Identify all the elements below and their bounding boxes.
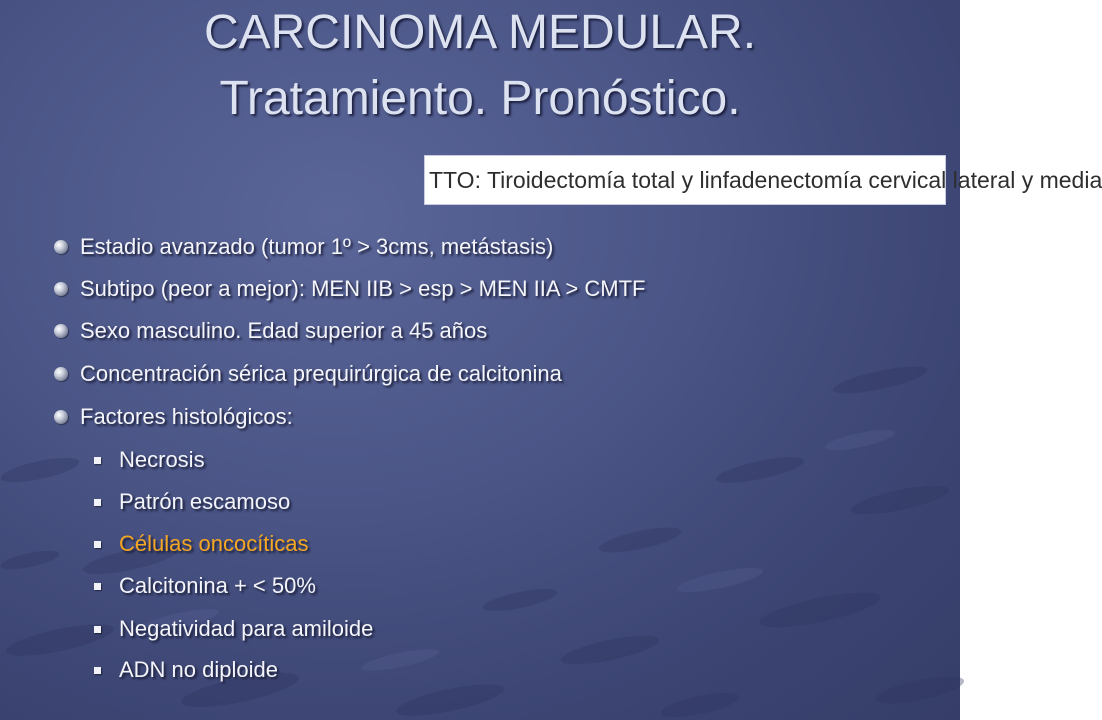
sub-bullet-text: ADN no diploide: [119, 657, 278, 682]
square-bullet-icon: [94, 626, 101, 633]
bullet-ball-icon: [54, 282, 68, 296]
bullet-item: [54, 273, 645, 305]
sub-bullet-text-highlighted: Células oncocíticas: [119, 531, 309, 556]
bullet-text: Factores histológicos:: [80, 404, 293, 429]
bullet-text: Estadio avanzado (tumor 1º > 3cms, metástasis): [80, 234, 554, 259]
bullet-text: Concentración sérica prequirúrgica de calcitonina: [80, 361, 562, 386]
sub-bullet-item: [94, 570, 316, 602]
bullet-text: Subtipo (peor a mejor): MEN IIB > esp > MEN IIA > CMTF: [80, 276, 646, 301]
bullet-item: [54, 315, 487, 347]
sub-bullet-text: Negatividad para amiloide: [119, 616, 374, 641]
bullet-item: [54, 401, 293, 433]
square-bullet-icon: [94, 667, 101, 674]
sub-bullet-text: Calcitonina + < 50%: [119, 573, 316, 598]
square-bullet-icon: [94, 541, 101, 548]
bullet-text: Sexo masculino. Edad superior a 45 años: [80, 318, 488, 343]
tto-text: TTO: Tiroidectomía total y linfadenectomía cervical lateral y media: [429, 167, 1102, 193]
bullet-ball-icon: [54, 410, 68, 424]
sub-bullet-item: [94, 444, 205, 476]
slide-title-line1: CARCINOMA MEDULAR.: [203, 6, 757, 59]
bullet-ball-icon: [54, 367, 68, 381]
bullet-ball-icon: [54, 240, 68, 254]
square-bullet-icon: [94, 583, 101, 590]
bullet-item: [54, 231, 553, 263]
sub-bullet-text: Patrón escamoso: [119, 489, 291, 514]
bullet-ball-icon: [54, 324, 68, 338]
square-bullet-icon: [94, 457, 101, 464]
slide-title-line2: Tratamiento. Pronóstico.: [219, 72, 741, 125]
bullet-item: [54, 358, 562, 390]
sub-bullet-text: Necrosis: [119, 447, 205, 472]
sub-bullet-item: [94, 613, 373, 645]
sub-bullet-item: [94, 654, 278, 686]
square-bullet-icon: [94, 499, 101, 506]
sub-bullet-item: [94, 486, 290, 518]
sub-bullet-item: [94, 528, 309, 560]
